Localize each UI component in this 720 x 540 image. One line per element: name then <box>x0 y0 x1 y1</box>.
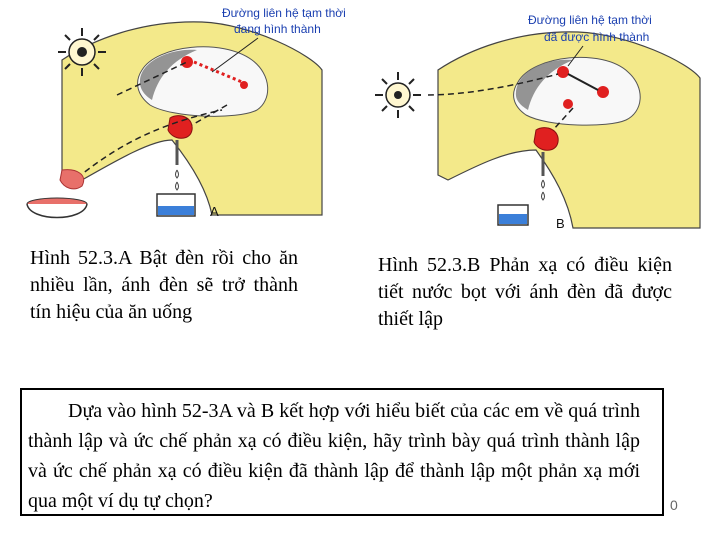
annotation-b-line1: Đường liên hệ tạm thời <box>528 13 652 27</box>
food-bowl-icon <box>27 198 87 218</box>
light-lamp-icon <box>58 28 106 76</box>
caption-figure-a: Hình 52.3.A Bật đèn rồi cho ăn nhiều lần, ánh đèn sẽ trở thành tín hiệu của ăn uống <box>30 247 298 323</box>
saliva-level <box>499 214 527 224</box>
saliva-level <box>158 206 194 215</box>
saliva-drop <box>176 182 179 190</box>
annotation-b-line2: đã được hình thành <box>544 30 650 44</box>
figure-b-diagram <box>368 0 710 245</box>
taste-center-dot <box>597 86 609 98</box>
figure-b-letter: B <box>556 216 565 231</box>
question-box <box>20 388 664 516</box>
figure-a <box>22 0 346 235</box>
saliva-drop <box>542 180 545 188</box>
salivary-gland <box>168 116 192 139</box>
saliva-drop <box>176 170 179 178</box>
figure-a-letter: A <box>210 204 219 219</box>
caption-figure-b: Hình 52.3.B Phản xạ có điều kiện tiết nước bọt với ánh đèn đã được thiết lập <box>378 254 672 330</box>
annotation-a-line1: Đường liên hệ tạm thời <box>222 6 346 20</box>
saliva-drop <box>542 192 545 200</box>
taste-center-dot <box>240 81 248 89</box>
visual-center-dot <box>557 66 569 78</box>
light-lamp-icon <box>375 72 421 118</box>
slide-number: 0 <box>670 497 678 513</box>
brain-dot <box>563 99 573 109</box>
salivary-gland <box>534 128 558 151</box>
visual-center-dot <box>181 56 193 68</box>
annotation-a-line2: đang hình thành <box>234 22 321 36</box>
figure-a-diagram <box>22 0 346 235</box>
figure-b <box>368 0 710 245</box>
question-text: Dựa vào hình 52-3A và B kết hợp với hiểu biết của các em về quá trình thành lập và ức chế phản xạ có điều kiện, hãy trình bày quá trình thành lập và ức chế phản xạ có điều kiện đã thành lập để thành lập một phản xạ mới qua một ví dụ tự chọn? <box>28 400 640 512</box>
